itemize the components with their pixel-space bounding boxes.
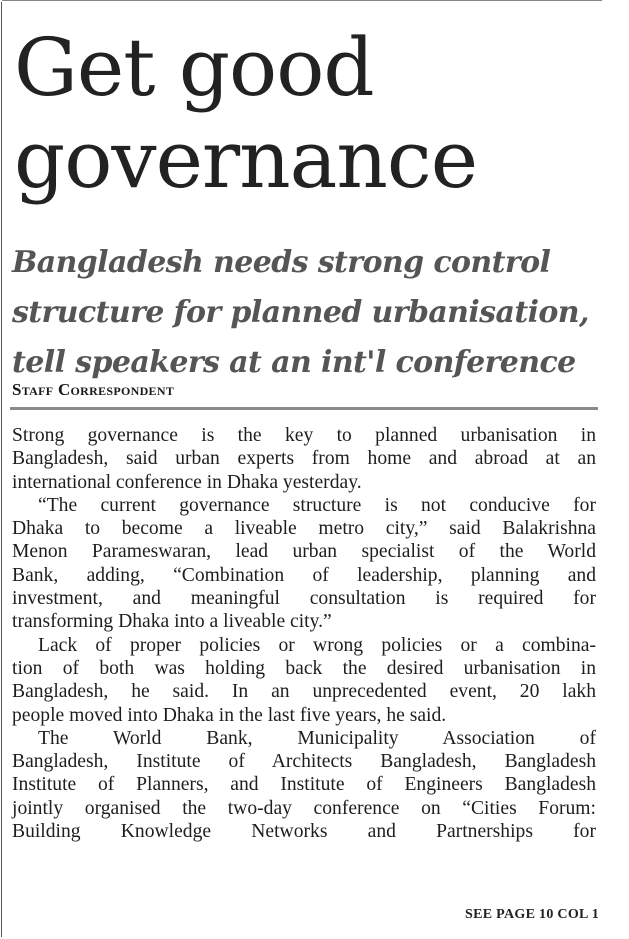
body-line: Lack of proper policies or wrong policies or a combina- (38, 634, 596, 656)
subheadline-line: structure for planned urbanisation, (12, 295, 589, 330)
body-line: Strong governance is the key to planned urbanisation in (12, 425, 596, 446)
body-line: Bangladesh, said urban experts from home and abroad at an (12, 448, 596, 470)
subheadline-line: Bangladesh needs strong control (12, 245, 551, 280)
continued-on-page-note: SEE PAGE 10 COL 1 (465, 907, 599, 922)
body-line: Menon Parameswaran, lead urban specialist of the World (12, 541, 596, 563)
byline-divider (10, 407, 598, 410)
body-line: Dhaka to become a liveable metro city,” said Balakrishna (12, 518, 596, 540)
headline-line: governance (14, 113, 478, 206)
body-line: jointly organised the two-day conference on “Cities Forum: (12, 797, 596, 819)
article-body (12, 424, 596, 843)
headline (14, 22, 614, 206)
body-line: international conference in Dhaka yesterday. (12, 471, 362, 493)
body-line: Building Knowledge Networks and Partnerships for (12, 821, 596, 843)
subheadline (12, 238, 612, 388)
body-line: “The current governance structure is not conducive for (38, 494, 596, 516)
body-line: Bangladesh, he said. In an unprecedented event, 20 lakh (12, 681, 596, 703)
top-border (2, 0, 602, 1)
body-line: people moved into Dhaka in the last five years, he said. (12, 704, 447, 726)
body-line: The World Bank, Municipality Association of (38, 727, 596, 749)
subheadline-line: tell speakers at an int'l conference (12, 345, 576, 380)
body-line: investment, and meaningful consultation is required for (12, 588, 596, 610)
headline-line: Get good (14, 21, 374, 114)
body-line: Bank, adding, “Combination of leadership, planning and (12, 564, 596, 586)
body-line: transforming Dhaka into a liveable city.” (12, 611, 332, 633)
body-line: tion of both was holding back the desired urbanisation in (12, 657, 596, 679)
body-line: Bangladesh, Institute of Architects Bangladesh, Bangladesh (12, 751, 596, 773)
left-border (1, 2, 2, 937)
body-line: Institute of Planners, and Institute of Engineers Bangladesh (12, 774, 596, 796)
byline: Staff Correspondent (12, 380, 175, 399)
